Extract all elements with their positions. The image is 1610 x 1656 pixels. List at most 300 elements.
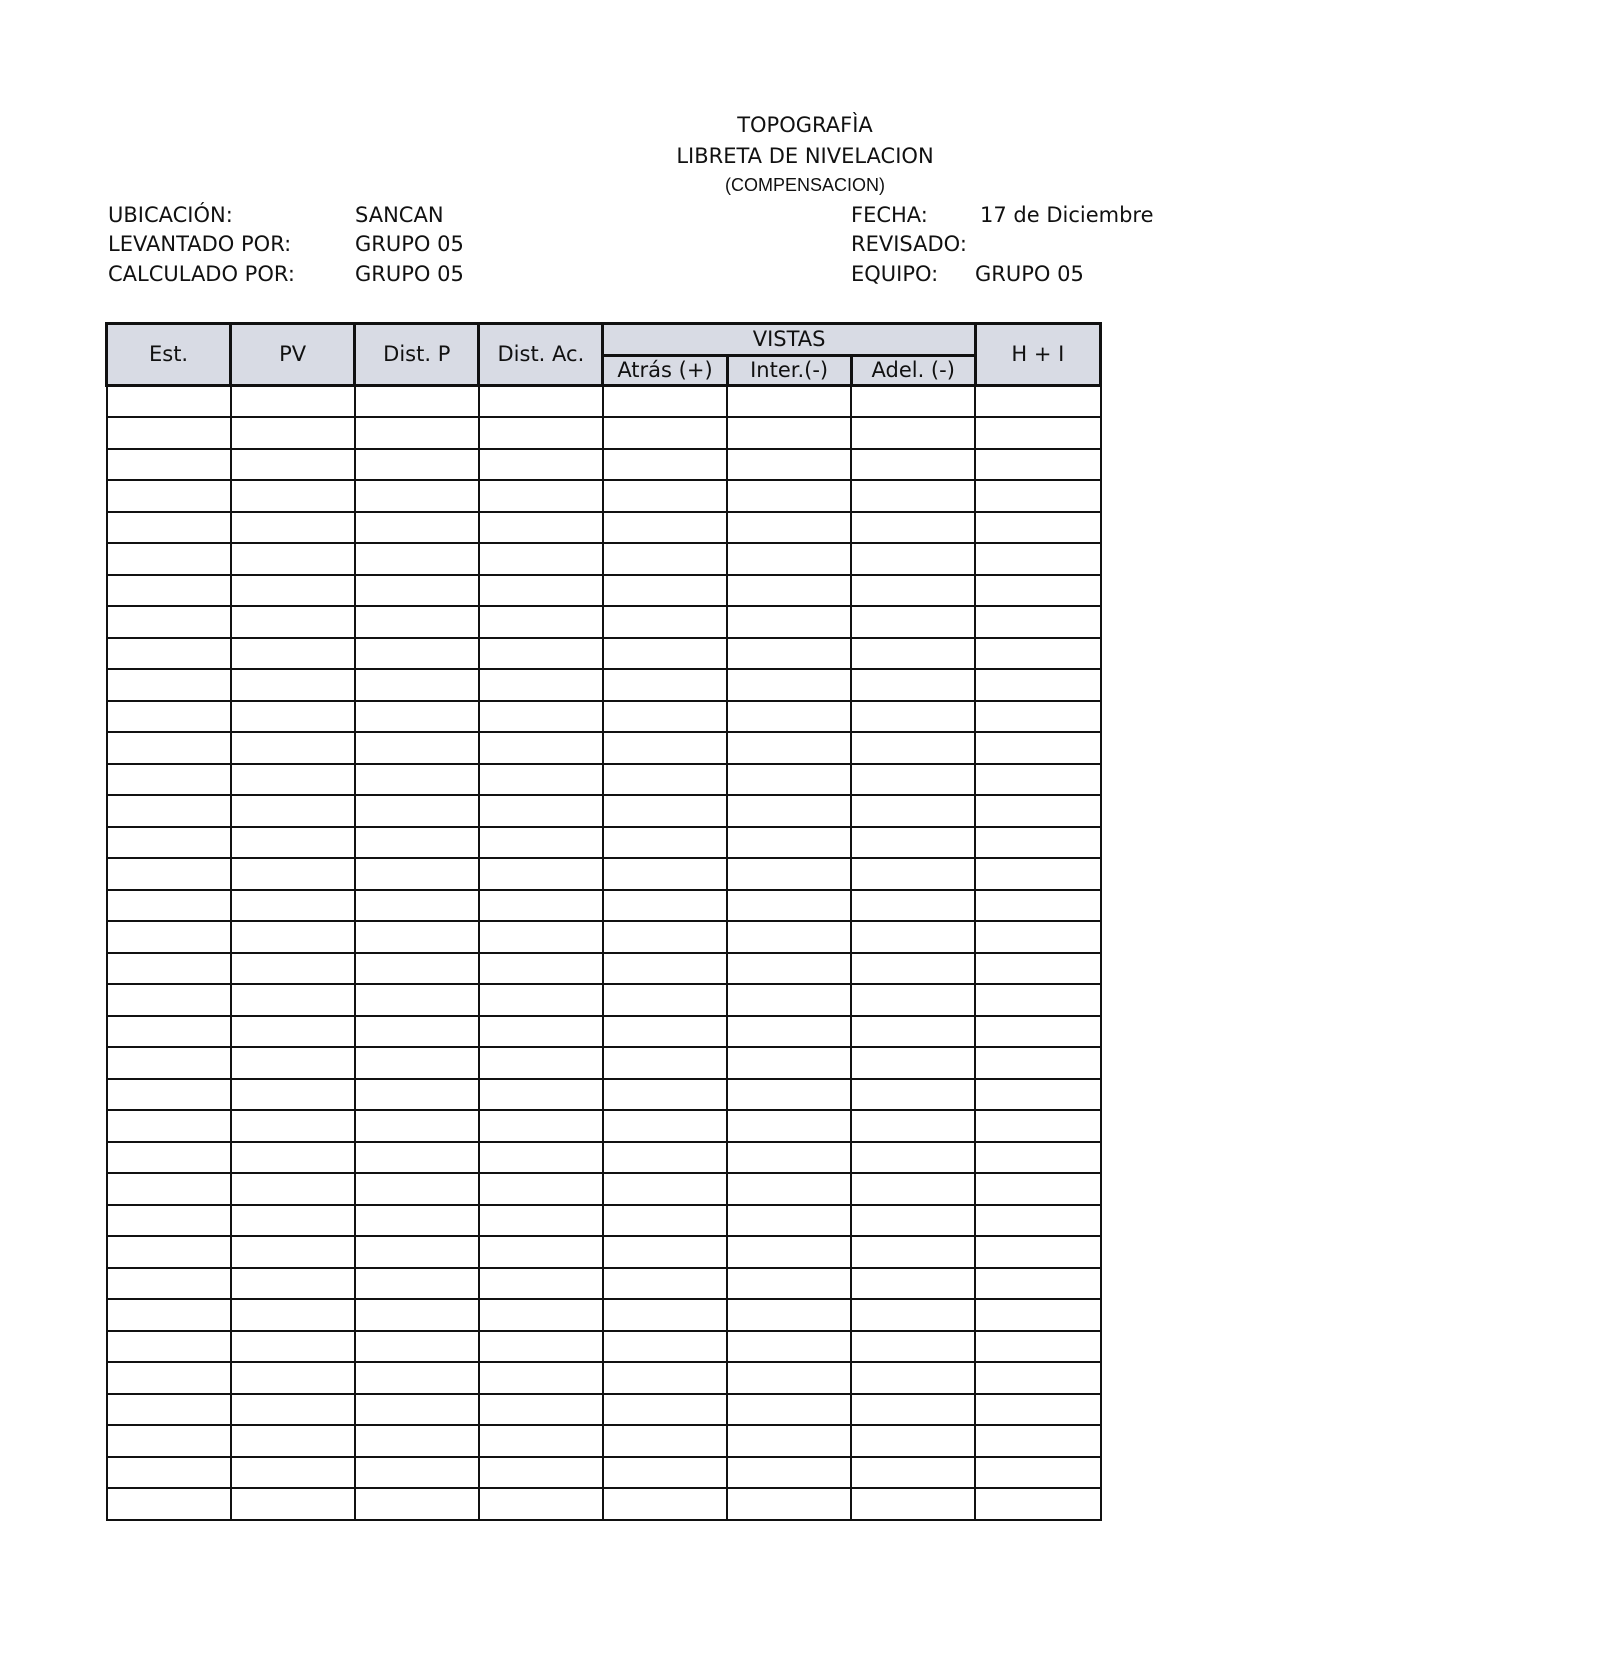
cell-pv <box>231 638 355 670</box>
cell-inter <box>727 858 851 890</box>
table-row <box>107 764 1101 796</box>
cell-atras <box>603 890 727 922</box>
col-vistas-header: VISTAS <box>603 324 975 356</box>
cell-atras <box>603 1173 727 1205</box>
cell-hi <box>975 1268 1100 1300</box>
cell-est <box>107 827 231 859</box>
cell-dist-ac <box>479 1362 603 1394</box>
cell-atras <box>603 827 727 859</box>
cell-atras <box>603 795 727 827</box>
cell-atras <box>603 1110 727 1142</box>
cell-pv <box>231 1205 355 1237</box>
cell-hi <box>975 512 1100 544</box>
cell-dist-p <box>355 1079 479 1111</box>
cell-inter <box>727 1425 851 1457</box>
cell-inter <box>727 701 851 733</box>
cell-atras <box>603 1016 727 1048</box>
cell-inter <box>727 1110 851 1142</box>
cell-atras <box>603 1142 727 1174</box>
cell-pv <box>231 1488 355 1520</box>
cell-inter <box>727 1016 851 1048</box>
cell-hi <box>975 1142 1100 1174</box>
table-row <box>107 1394 1101 1426</box>
cell-dist-ac <box>479 764 603 796</box>
cell-dist-ac <box>479 1331 603 1363</box>
cell-adel <box>851 1488 975 1520</box>
cell-pv <box>231 417 355 449</box>
cell-dist-ac <box>479 1268 603 1300</box>
cell-atras <box>603 1268 727 1300</box>
cell-pv <box>231 449 355 481</box>
cell-atras <box>603 701 727 733</box>
cell-dist-ac <box>479 858 603 890</box>
cell-dist-p <box>355 417 479 449</box>
cell-pv <box>231 543 355 575</box>
cell-dist-p <box>355 512 479 544</box>
table-row <box>107 921 1101 953</box>
cell-pv <box>231 1047 355 1079</box>
cell-est <box>107 1331 231 1363</box>
cell-dist-ac <box>479 1236 603 1268</box>
cell-adel <box>851 1205 975 1237</box>
cell-hi <box>975 984 1100 1016</box>
cell-est <box>107 669 231 701</box>
col-pv-header: PV <box>231 324 355 386</box>
cell-hi <box>975 1299 1100 1331</box>
table-row <box>107 1488 1101 1520</box>
cell-hi <box>975 1173 1100 1205</box>
cell-pv <box>231 512 355 544</box>
cell-atras <box>603 1079 727 1111</box>
table-row <box>107 1079 1101 1111</box>
table-row <box>107 953 1101 985</box>
cell-hi <box>975 1236 1100 1268</box>
cell-atras <box>603 1236 727 1268</box>
levantado-value: GRUPO 05 <box>355 232 464 256</box>
cell-adel <box>851 669 975 701</box>
table-row <box>107 1173 1101 1205</box>
cell-dist-p <box>355 1331 479 1363</box>
cell-atras <box>603 1457 727 1489</box>
cell-adel <box>851 701 975 733</box>
cell-dist-p <box>355 984 479 1016</box>
cell-dist-ac <box>479 1079 603 1111</box>
cell-dist-ac <box>479 1047 603 1079</box>
cell-adel <box>851 449 975 481</box>
cell-hi <box>975 1488 1100 1520</box>
table-row <box>107 701 1101 733</box>
cell-hi <box>975 575 1100 607</box>
cell-adel <box>851 827 975 859</box>
cell-hi <box>975 1047 1100 1079</box>
cell-atras <box>603 764 727 796</box>
cell-dist-ac <box>479 1110 603 1142</box>
table-row <box>107 1362 1101 1394</box>
cell-est <box>107 1268 231 1300</box>
cell-dist-p <box>355 701 479 733</box>
cell-dist-ac <box>479 480 603 512</box>
cell-dist-ac <box>479 449 603 481</box>
calculado-label: CALCULADO POR: <box>108 262 295 286</box>
cell-pv <box>231 890 355 922</box>
cell-est <box>107 1488 231 1520</box>
fecha-clip <box>980 203 1154 233</box>
table-row <box>107 827 1101 859</box>
cell-dist-ac <box>479 1016 603 1048</box>
cell-pv <box>231 1457 355 1489</box>
cell-dist-ac <box>479 417 603 449</box>
cell-inter <box>727 1205 851 1237</box>
document-subtitle: LIBRETA DE NIVELACION <box>676 144 934 168</box>
cell-inter <box>727 921 851 953</box>
table-row <box>107 480 1101 512</box>
cell-dist-ac <box>479 1205 603 1237</box>
levantado-label: LEVANTADO POR: <box>108 232 292 256</box>
cell-adel <box>851 480 975 512</box>
cell-adel <box>851 858 975 890</box>
equipo-label: EQUIPO: <box>851 262 939 286</box>
calculado-value: GRUPO 05 <box>355 262 464 286</box>
cell-dist-ac <box>479 1173 603 1205</box>
cell-dist-ac <box>479 1425 603 1457</box>
cell-dist-p <box>355 1110 479 1142</box>
cell-pv <box>231 1142 355 1174</box>
cell-pv <box>231 701 355 733</box>
cell-pv <box>231 921 355 953</box>
col-adel-header: Adel. (-) <box>851 356 975 386</box>
cell-hi <box>975 417 1100 449</box>
cell-dist-ac <box>479 732 603 764</box>
cell-dist-ac <box>479 984 603 1016</box>
cell-inter <box>727 1236 851 1268</box>
cell-dist-ac <box>479 575 603 607</box>
cell-dist-ac <box>479 512 603 544</box>
table-row <box>107 417 1101 449</box>
cell-hi <box>975 1079 1100 1111</box>
cell-atras <box>603 732 727 764</box>
col-dist-p-header: Dist. P <box>355 324 479 386</box>
cell-hi <box>975 732 1100 764</box>
cell-inter <box>727 1047 851 1079</box>
cell-dist-p <box>355 1205 479 1237</box>
cell-est <box>107 480 231 512</box>
cell-inter <box>727 1331 851 1363</box>
cell-adel <box>851 512 975 544</box>
cell-inter <box>727 417 851 449</box>
cell-adel <box>851 732 975 764</box>
cell-adel <box>851 1173 975 1205</box>
col-hi-header: H + I <box>975 324 1100 386</box>
cell-adel <box>851 1299 975 1331</box>
revisado-label: REVISADO: <box>851 232 967 256</box>
cell-est <box>107 1079 231 1111</box>
cell-est <box>107 449 231 481</box>
cell-hi <box>975 638 1100 670</box>
cell-hi <box>975 480 1100 512</box>
cell-pv <box>231 1331 355 1363</box>
cell-dist-ac <box>479 1299 603 1331</box>
cell-est <box>107 1016 231 1048</box>
cell-dist-ac <box>479 386 603 418</box>
cell-pv <box>231 1110 355 1142</box>
cell-dist-p <box>355 543 479 575</box>
table-row <box>107 512 1101 544</box>
cell-inter <box>727 1142 851 1174</box>
cell-dist-ac <box>479 890 603 922</box>
cell-hi <box>975 1362 1100 1394</box>
cell-est <box>107 543 231 575</box>
table-row <box>107 984 1101 1016</box>
table-row <box>107 1110 1101 1142</box>
cell-adel <box>851 1425 975 1457</box>
cell-pv <box>231 1173 355 1205</box>
cell-dist-p <box>355 921 479 953</box>
table-row <box>107 795 1101 827</box>
cell-adel <box>851 1142 975 1174</box>
cell-adel <box>851 1268 975 1300</box>
cell-inter <box>727 732 851 764</box>
cell-atras <box>603 1299 727 1331</box>
cell-dist-p <box>355 1142 479 1174</box>
cell-inter <box>727 638 851 670</box>
cell-hi <box>975 827 1100 859</box>
table-row <box>107 575 1101 607</box>
table-row <box>107 858 1101 890</box>
cell-pv <box>231 795 355 827</box>
cell-hi <box>975 1457 1100 1489</box>
cell-adel <box>851 1362 975 1394</box>
cell-hi <box>975 449 1100 481</box>
col-atras-header: Atrás (+) <box>603 356 727 386</box>
table-row <box>107 386 1101 418</box>
cell-est <box>107 417 231 449</box>
cell-dist-p <box>355 1173 479 1205</box>
cell-dist-p <box>355 858 479 890</box>
cell-est <box>107 1110 231 1142</box>
cell-est <box>107 1047 231 1079</box>
cell-atras <box>603 512 727 544</box>
cell-inter <box>727 1394 851 1426</box>
cell-atras <box>603 1205 727 1237</box>
cell-dist-ac <box>479 795 603 827</box>
cell-hi <box>975 1110 1100 1142</box>
cell-adel <box>851 417 975 449</box>
cell-dist-p <box>355 1457 479 1489</box>
cell-inter <box>727 669 851 701</box>
cell-inter <box>727 575 851 607</box>
cell-adel <box>851 795 975 827</box>
table-row <box>107 669 1101 701</box>
cell-hi <box>975 1394 1100 1426</box>
cell-inter <box>727 512 851 544</box>
cell-inter <box>727 1299 851 1331</box>
cell-dist-p <box>355 795 479 827</box>
cell-dist-p <box>355 890 479 922</box>
table-row <box>107 1268 1101 1300</box>
cell-hi <box>975 1331 1100 1363</box>
cell-inter <box>727 1362 851 1394</box>
cell-est <box>107 1236 231 1268</box>
cell-dist-p <box>355 1362 479 1394</box>
cell-est <box>107 732 231 764</box>
cell-est <box>107 1394 231 1426</box>
cell-inter <box>727 1268 851 1300</box>
cell-est <box>107 858 231 890</box>
cell-est <box>107 984 231 1016</box>
cell-est <box>107 638 231 670</box>
cell-dist-ac <box>479 1394 603 1426</box>
cell-adel <box>851 386 975 418</box>
cell-adel <box>851 1047 975 1079</box>
leveling-table <box>105 322 1102 1521</box>
cell-adel <box>851 984 975 1016</box>
cell-dist-p <box>355 606 479 638</box>
cell-atras <box>603 386 727 418</box>
cell-adel <box>851 764 975 796</box>
cell-atras <box>603 606 727 638</box>
cell-hi <box>975 606 1100 638</box>
col-inter-header: Inter.(-) <box>727 356 851 386</box>
cell-est <box>107 701 231 733</box>
cell-atras <box>603 575 727 607</box>
document-title: TOPOGRAFÌA <box>737 113 873 137</box>
cell-dist-ac <box>479 827 603 859</box>
cell-est <box>107 1173 231 1205</box>
cell-hi <box>975 795 1100 827</box>
cell-inter <box>727 480 851 512</box>
cell-inter <box>727 953 851 985</box>
cell-hi <box>975 890 1100 922</box>
cell-inter <box>727 543 851 575</box>
cell-hi <box>975 1425 1100 1457</box>
cell-atras <box>603 1047 727 1079</box>
cell-est <box>107 386 231 418</box>
cell-inter <box>727 984 851 1016</box>
cell-inter <box>727 890 851 922</box>
cell-est <box>107 575 231 607</box>
cell-dist-p <box>355 1268 479 1300</box>
cell-inter <box>727 449 851 481</box>
cell-atras <box>603 669 727 701</box>
cell-atras <box>603 1394 727 1426</box>
cell-atras <box>603 921 727 953</box>
cell-dist-p <box>355 1394 479 1426</box>
cell-est <box>107 1142 231 1174</box>
table-row <box>107 1205 1101 1237</box>
cell-hi <box>975 764 1100 796</box>
cell-dist-ac <box>479 953 603 985</box>
cell-pv <box>231 827 355 859</box>
cell-atras <box>603 984 727 1016</box>
col-est-header: Est. <box>107 324 231 386</box>
cell-atras <box>603 953 727 985</box>
cell-atras <box>603 1425 727 1457</box>
fecha-value: 17 de Diciembre <box>980 203 1154 227</box>
cell-dist-ac <box>479 638 603 670</box>
table-row <box>107 732 1101 764</box>
cell-inter <box>727 764 851 796</box>
cell-atras <box>603 638 727 670</box>
cell-adel <box>851 1236 975 1268</box>
cell-adel <box>851 953 975 985</box>
cell-adel <box>851 606 975 638</box>
cell-inter <box>727 1457 851 1489</box>
table-row <box>107 638 1101 670</box>
cell-pv <box>231 1362 355 1394</box>
table-row <box>107 1457 1101 1489</box>
cell-dist-p <box>355 669 479 701</box>
cell-adel <box>851 1457 975 1489</box>
fecha-label: FECHA: <box>851 203 928 227</box>
cell-dist-p <box>355 638 479 670</box>
cell-dist-ac <box>479 1488 603 1520</box>
table-row <box>107 449 1101 481</box>
col-dist-ac-header: Dist. Ac. <box>479 324 603 386</box>
cell-atras <box>603 543 727 575</box>
cell-hi <box>975 921 1100 953</box>
cell-est <box>107 795 231 827</box>
cell-adel <box>851 1110 975 1142</box>
cell-est <box>107 953 231 985</box>
cell-pv <box>231 1268 355 1300</box>
cell-adel <box>851 1079 975 1111</box>
cell-hi <box>975 858 1100 890</box>
cell-dist-p <box>355 953 479 985</box>
cell-hi <box>975 1205 1100 1237</box>
cell-est <box>107 921 231 953</box>
cell-pv <box>231 732 355 764</box>
cell-inter <box>727 386 851 418</box>
cell-pv <box>231 953 355 985</box>
table-row <box>107 1425 1101 1457</box>
cell-dist-p <box>355 1016 479 1048</box>
cell-pv <box>231 1299 355 1331</box>
cell-adel <box>851 1016 975 1048</box>
cell-dist-ac <box>479 606 603 638</box>
cell-dist-ac <box>479 1142 603 1174</box>
cell-dist-p <box>355 764 479 796</box>
cell-pv <box>231 1016 355 1048</box>
cell-est <box>107 1205 231 1237</box>
cell-atras <box>603 417 727 449</box>
document-note: (COMPENSACION) <box>724 175 885 195</box>
cell-inter <box>727 827 851 859</box>
cell-pv <box>231 386 355 418</box>
cell-atras <box>603 449 727 481</box>
table-row <box>107 1299 1101 1331</box>
cell-dist-ac <box>479 543 603 575</box>
cell-dist-p <box>355 1425 479 1457</box>
cell-dist-ac <box>479 921 603 953</box>
cell-pv <box>231 1236 355 1268</box>
cell-dist-p <box>355 1047 479 1079</box>
cell-pv <box>231 764 355 796</box>
table-row <box>107 1016 1101 1048</box>
cell-adel <box>851 890 975 922</box>
cell-adel <box>851 575 975 607</box>
cell-est <box>107 512 231 544</box>
cell-pv <box>231 1394 355 1426</box>
cell-hi <box>975 1016 1100 1048</box>
cell-pv <box>231 1425 355 1457</box>
cell-atras <box>603 480 727 512</box>
table-row <box>107 1047 1101 1079</box>
table-row <box>107 1236 1101 1268</box>
cell-est <box>107 1299 231 1331</box>
cell-adel <box>851 921 975 953</box>
cell-inter <box>727 1488 851 1520</box>
table-row <box>107 1331 1101 1363</box>
